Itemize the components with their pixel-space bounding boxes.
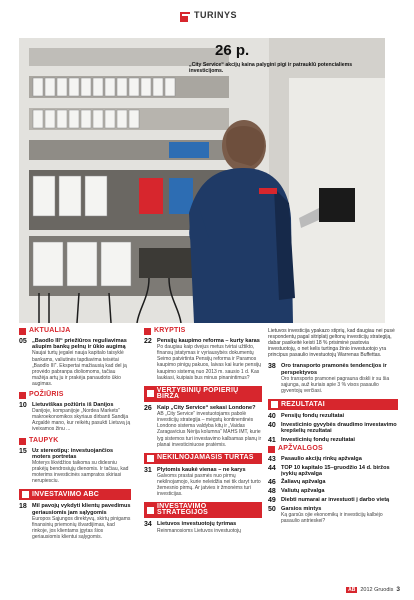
toc-item-body (32, 448, 131, 485)
section-heading (19, 438, 131, 445)
toc-item-title: Plytomis kaukė vienas – ne karys (157, 466, 246, 473)
toc-item-body (281, 413, 398, 420)
toc-item (268, 479, 398, 486)
toc-item-title: Garsios mintys (281, 505, 322, 512)
section-label: KRYPTIS (154, 327, 186, 335)
toc-item-body (32, 503, 131, 540)
toc-page-number: 40 (268, 422, 276, 430)
toc-page-number: 48 (268, 487, 276, 495)
toc-page-number: 05 (19, 338, 27, 345)
toc-item-title: Diebti numarai ar investuoti į darbo vietą (281, 496, 390, 503)
toc-item-body (281, 363, 398, 394)
toc-item-body (281, 506, 398, 524)
section-label: NEKILNOJAMASIS TURTAS (157, 454, 254, 462)
toc-page-number: 31 (144, 466, 152, 474)
toc-item-body (281, 456, 398, 463)
section-label: VERTYBINIŲ POPIERIŲ BIRŽA (156, 386, 239, 400)
section-heading (268, 399, 398, 410)
section-marker-icon (271, 401, 278, 408)
toc-item-title: Pensijų kaupimo reforma – kurty karas (157, 338, 260, 344)
section-heading (144, 502, 262, 518)
toc-item (268, 497, 398, 504)
toc-item-title: Pasaulio akcijų rinkų apžvalga (281, 455, 362, 462)
toc-item-body (157, 521, 262, 533)
toc-item-description: Galvoms prastai pasmės nuo pirmų nekilnojamojo, kurie neleidžia nei tik daryt turto žemesnio pirmų. Ar jatvies ir žmonėms turi investicijas. (157, 472, 261, 498)
toc-item-body (281, 479, 398, 486)
toc-item (268, 363, 398, 394)
toc-item (268, 413, 398, 420)
toc-item (144, 405, 262, 448)
toc-intro-text: Lietuvos investicija ypakazo stiprių, kad daugiau nei pusė respondentų pagal sitriplatį geltonų investicijų strategiją, dabar pasikeitė keisti 18 % prisiminė pastovia investuotojų, o net kelis turtinga žinio investuotojo yra principus pasaulio investuotojų Warrenas Buffettas. (268, 328, 395, 359)
toc-item-title: Lietuviškas požiūris iš Danijos (32, 401, 114, 408)
toc-item-title: Uz stereotipų: investuojančios moters portretas (32, 447, 114, 460)
section-heading (19, 392, 131, 399)
section-marker-icon (268, 446, 275, 453)
page-footer (346, 586, 400, 593)
toc-page-number: 50 (268, 505, 276, 513)
section-marker-icon (19, 438, 26, 445)
section-label: AKTUALIJA (29, 327, 71, 335)
toc-page-number: 49 (268, 496, 276, 504)
toc-item-title: Oro transporto pramonės tendencijos ir perspektyvos (281, 363, 387, 376)
section-label: INVESTAVIMO STRATEGIJOS (156, 503, 209, 517)
toc-item-description: Oro transporto pramonei pagrauna diskli ir su šia sąjunga, auž kuriais apie 3 % visos pasaulio gyventojų verčiasi. (281, 375, 390, 395)
toc-item-description: AB „City Service“ investuotojams pabolė investicijų strategija – mėgstų kontinentinės Londono sistema valdyba kitų ir „Vaidas Zaragavicius Nėrija kolumna“ MAHS IMT, kurie lyg sistemos turi investavimo kalbamas planų ir planai investiciniuose pratėmis. (157, 411, 262, 448)
section-heading (144, 453, 262, 464)
toc-item-title: Žaliavų apžvalga (281, 478, 326, 485)
toc-item-body (32, 402, 131, 433)
toc-item-body (281, 437, 398, 444)
toc-item-title: Mil pavojų vykdyti klientų pavedimus geriausiomis jam sąlygomis (32, 503, 131, 516)
toc-item-description: Reinmanosioms Lietuvos investuotojų (157, 527, 241, 534)
toc-item-title: Kaip „City Service“ sekasi Londone? (157, 404, 256, 411)
toc-page-number: 44 (268, 464, 276, 472)
section-label: POŽIŪRIS (29, 391, 64, 399)
toc-page-number: 41 (268, 436, 276, 444)
section-heading (19, 328, 131, 335)
toc-item-body (281, 497, 398, 504)
page-header (0, 0, 414, 34)
toc-column-1 (19, 328, 131, 545)
toc-item-title: Valiutų apžvalga (281, 487, 325, 494)
toc-item-title: „Baodlo III“ priežiūros reguliavimas ašupim bankų pelnų ir ūkio augimą (32, 338, 127, 351)
toc-page-number: 22 (144, 338, 152, 345)
toc-page-number: 38 (268, 363, 276, 371)
section-marker-icon (19, 392, 26, 399)
toc-item (268, 488, 398, 495)
toc-item-title: Investicinio gyvybės draudimo investavimo krepšelių rezultatai (281, 422, 397, 435)
toc-item (19, 448, 131, 485)
toc-item-title: Investicinių fondų rezultatai (281, 436, 355, 443)
section-marker-icon (22, 491, 29, 498)
toc-item-title: Lietuvos investuotojų tyrimas (157, 521, 237, 528)
page-number: 26 p. (215, 42, 250, 59)
toc-page-number: 43 (268, 455, 276, 463)
toc-item-description: Danijoje, kompanijoje „Nordea Markets“ makroekonomikos skyriaus dirbanti Sandija Azgaldė mano, kur reikėtų pasukti Lietuvą ją iveixamos žinu ... (32, 408, 131, 433)
toc-item (144, 521, 262, 533)
toc-item (268, 422, 398, 434)
toc-column-2 (144, 328, 262, 539)
cover-photo (19, 38, 385, 323)
toc-page-number: 40 (268, 413, 276, 421)
toc-item (268, 465, 398, 477)
toc-item-description: Ką garsūs ojie ekonomikų ir investicijų kalbėjo pasaulio antrieskei? (281, 512, 383, 525)
footer-brand: AB (348, 586, 356, 593)
toc-item-body (281, 465, 398, 477)
toc-item (19, 503, 131, 540)
cover-caption: „City Service“ akcijų kaina palygini pigi ir patrauklū potencialiems investicijoms. (189, 62, 353, 75)
toc-page-number: 46 (268, 478, 276, 486)
footer-page-number: 3 (396, 586, 400, 593)
toc-item-title: Pensijų fondų rezultatai (281, 413, 345, 420)
toc-item-body (281, 422, 398, 434)
toc-item-description: Po daugiau kaip dvejus metus tvirtai užtikto, finansų įstatymas ir vyriausybės dokumentų Seimo patvirtinta Pensijų reforma ir Paramos kaupimo pinigų pakuos, laivas kai kurie pensijų kaupimo sistemą nuo 2013 m. sausio 1 d. Kas laukiasi, kuipiais bus minus pinanintimus? (157, 344, 261, 381)
section-marker-icon (147, 455, 154, 462)
toc-page-number: 10 (19, 401, 27, 409)
arrow-logo-icon (180, 12, 190, 22)
toc-item-description: Moterys likvidžios taikoma su didesniu prakėjų bendrosiųjų dienomis. Ir tačiau, kad moterims investicinės sampratos skiriasi nerupiesciu. (32, 459, 129, 485)
section-heading (19, 489, 131, 500)
section-marker-icon (19, 328, 26, 335)
toc-page-number: 15 (19, 447, 27, 455)
section-marker-icon (144, 328, 151, 335)
toc-item-title: TOP 10 kapitalo 15–gruodžio 14 d. biržos įvykių apžvalga (281, 464, 390, 477)
section-title: TURINYS (194, 10, 238, 20)
electrical-panel-illustration (19, 38, 385, 323)
section-label: TAUPYK (29, 437, 59, 444)
toc-item-description: Naujai turtų jegalei nauja kapitalo taisyklė bankams, valiutinės tapdiavima teisėtai „Baodlo III“. Ekspertai mažiausią kad del ją provėdo pabranpa dioliomoms, tačiau mažėja artų ju ir prakėja panaudoto ūkio augimas. (32, 350, 127, 387)
section-label: REZULTATAI (281, 400, 325, 408)
toc-item-description: Europos Sąjungos direktyvų, skirtų pinigams finansinių priemonių išvardijimas, kad rinkoje, jos klientams įgytas šios geriausiomis klientui sąlygomis. (32, 515, 131, 541)
footer-issue: 2012 Gruodis (360, 586, 394, 593)
toc-item (268, 437, 398, 444)
toc-page-number: 26 (144, 404, 152, 412)
section-heading (144, 328, 262, 335)
toc-item-body (32, 338, 131, 387)
toc-item-body (157, 338, 262, 381)
section-heading (144, 386, 262, 402)
section-label: INVESTAVIMO ABC (32, 490, 100, 498)
section-marker-icon (147, 390, 154, 397)
toc-column-3 (268, 328, 398, 529)
toc-item-body (157, 405, 262, 448)
toc-item (19, 338, 131, 387)
toc-item-body (281, 488, 398, 495)
toc-page-number: 18 (19, 503, 27, 511)
toc-item (144, 467, 262, 498)
toc-item (268, 456, 398, 463)
toc-item (19, 402, 131, 433)
section-marker-icon (147, 507, 154, 514)
toc-item (268, 506, 398, 524)
section-label: APŽVALGOS (278, 445, 323, 453)
toc-item-body (157, 467, 262, 498)
section-heading (268, 446, 398, 453)
toc-page-number: 34 (144, 521, 152, 529)
toc-item (144, 338, 262, 381)
